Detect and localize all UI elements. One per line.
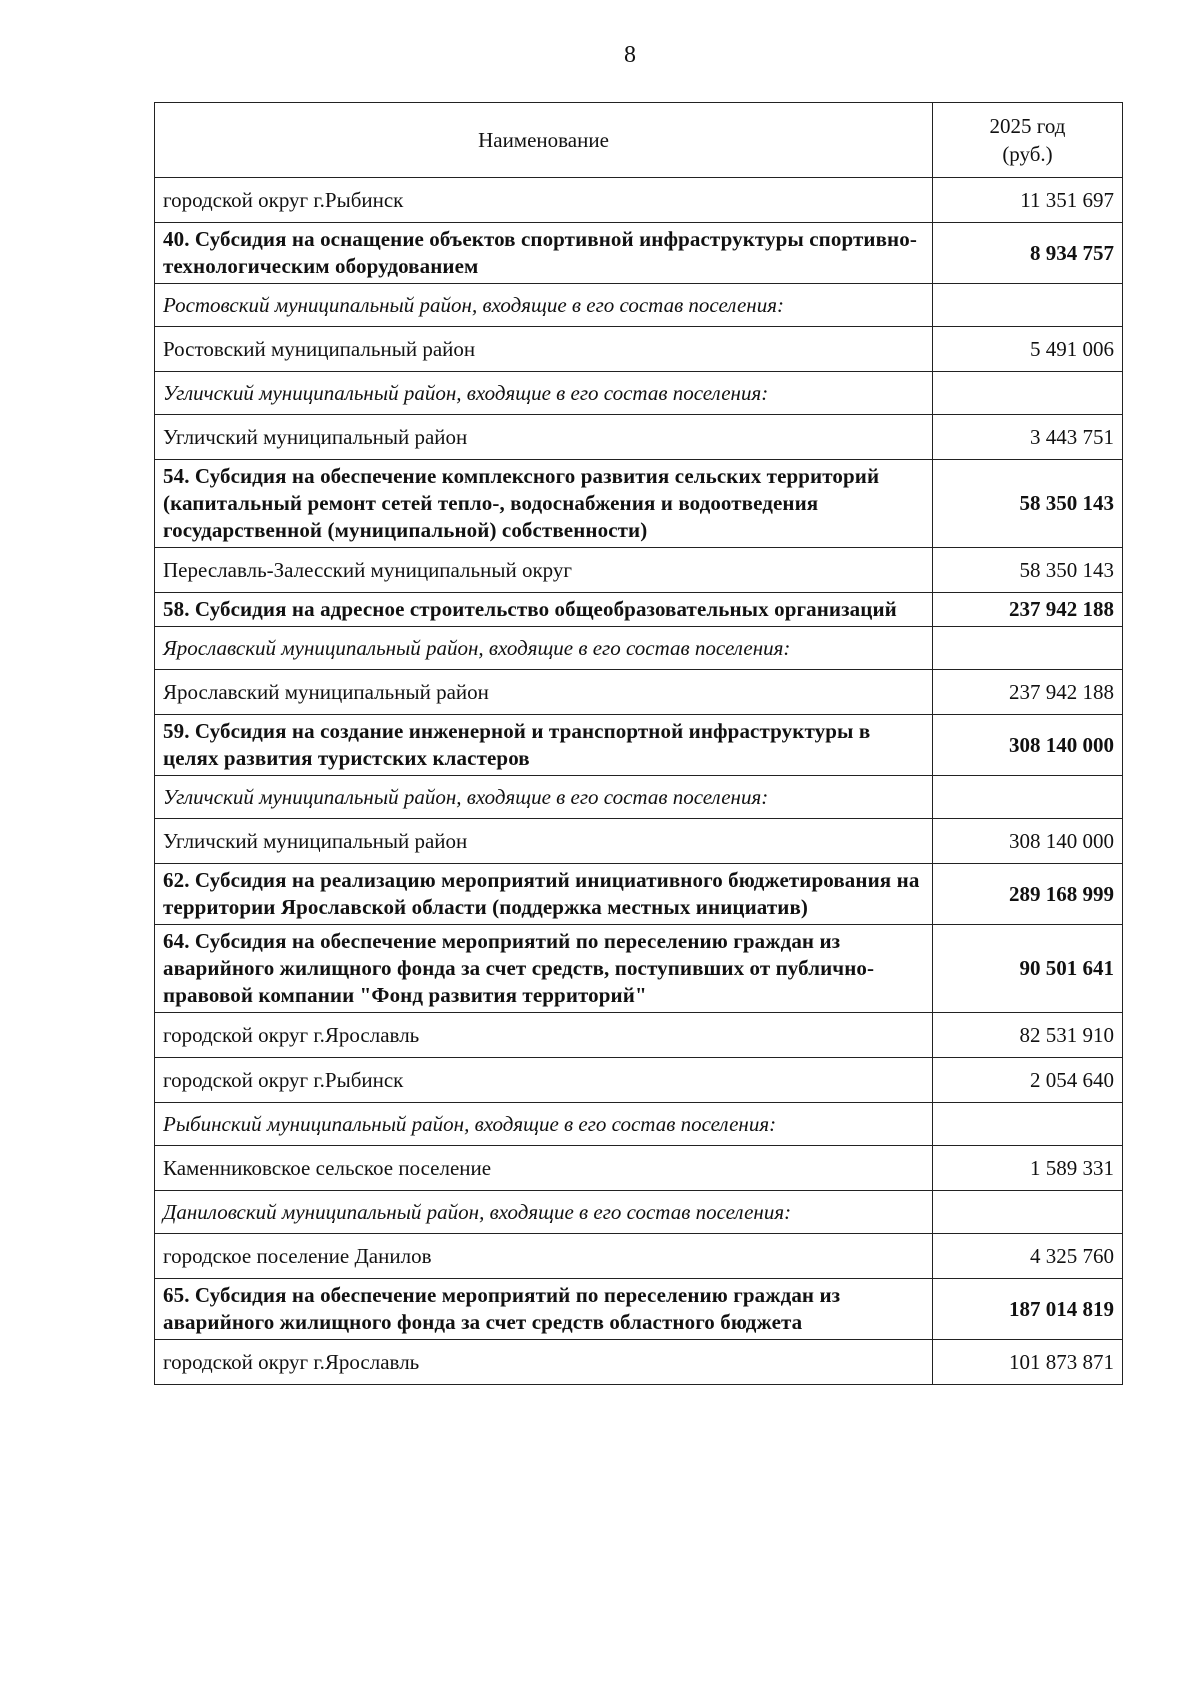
row-name-cell: 65. Субсидия на обеспечение мероприятий по переселению граждан из аварийного жилищного фонда за счет средств областного бюджета [155, 1279, 933, 1340]
row-amount-cell [933, 627, 1123, 670]
row-name-cell: 64. Субсидия на обеспечение мероприятий по переселению граждан из аварийного жилищного фонда за счет средств, поступивших от публично-правовой компании "Фонд развития территорий" [155, 925, 933, 1013]
row-amount-cell: 8 934 757 [933, 223, 1123, 284]
row-amount-cell [933, 372, 1123, 415]
subsidy-row [155, 593, 1123, 627]
table-body [155, 178, 1123, 1385]
row-name-cell: Ростовский муниципальный район [155, 327, 933, 372]
row-name-cell: Ростовский муниципальный район, входящие в его состав поселения: [155, 284, 933, 327]
row-amount-cell: 308 140 000 [933, 819, 1123, 864]
table-row [155, 819, 1123, 864]
subsidy-row [155, 223, 1123, 284]
row-amount-cell [933, 1191, 1123, 1234]
table-row [155, 1340, 1123, 1385]
subsidy-table [154, 102, 1123, 1385]
row-amount-cell: 58 350 143 [933, 460, 1123, 548]
subsidy-row [155, 460, 1123, 548]
row-amount-cell: 187 014 819 [933, 1279, 1123, 1340]
row-name-cell: городской округ г.Ярославль [155, 1340, 933, 1385]
row-name-cell: Ярославский муниципальный район [155, 670, 933, 715]
row-name-cell: 40. Субсидия на оснащение объектов спортивной инфраструктуры спортивно-технологическим оборудованием [155, 223, 933, 284]
row-amount-cell: 5 491 006 [933, 327, 1123, 372]
row-amount-cell: 3 443 751 [933, 415, 1123, 460]
row-name-cell: 59. Субсидия на создание инженерной и транспортной инфраструктуры в целях развития туристских кластеров [155, 715, 933, 776]
row-amount-cell: 1 589 331 [933, 1146, 1123, 1191]
row-name-cell: городской округ г.Ярославль [155, 1013, 933, 1058]
row-amount-cell: 11 351 697 [933, 178, 1123, 223]
row-name-cell: Рыбинский муниципальный район, входящие в его состав поселения: [155, 1103, 933, 1146]
row-name-cell: Каменниковское сельское поселение [155, 1146, 933, 1191]
row-name-cell: Даниловский муниципальный район, входящие в его состав поселения: [155, 1191, 933, 1234]
row-name-cell: Угличский муниципальный район [155, 415, 933, 460]
column-header-amount [933, 103, 1123, 178]
district-group-row [155, 627, 1123, 670]
subsidy-row [155, 1279, 1123, 1340]
row-name-cell: городской округ г.Рыбинск [155, 178, 933, 223]
district-group-row [155, 776, 1123, 819]
row-name-cell: Ярославский муниципальный район, входящие в его состав поселения: [155, 627, 933, 670]
row-name-cell: Угличский муниципальный район [155, 819, 933, 864]
table-row [155, 1058, 1123, 1103]
row-name-cell: 58. Субсидия на адресное строительство общеобразовательных организаций [155, 593, 933, 627]
row-amount-cell: 90 501 641 [933, 925, 1123, 1013]
row-amount-cell: 82 531 910 [933, 1013, 1123, 1058]
table-row [155, 415, 1123, 460]
row-amount-cell [933, 776, 1123, 819]
row-name-cell: городской округ г.Рыбинск [155, 1058, 933, 1103]
table-row [155, 670, 1123, 715]
district-group-row [155, 1103, 1123, 1146]
page-number: 8 [624, 42, 636, 68]
subsidy-row [155, 715, 1123, 776]
row-name-cell: Угличский муниципальный район, входящие в его состав поселения: [155, 372, 933, 415]
table-row [155, 178, 1123, 223]
district-group-row [155, 1191, 1123, 1234]
row-amount-cell: 101 873 871 [933, 1340, 1123, 1385]
row-amount-cell: 237 942 188 [933, 670, 1123, 715]
column-header-year: 2025 год [989, 114, 1066, 138]
row-name-cell: Переславль-Залесский муниципальный округ [155, 548, 933, 593]
subsidy-row [155, 864, 1123, 925]
district-group-row [155, 372, 1123, 415]
table-header-row [155, 103, 1123, 178]
district-group-row [155, 284, 1123, 327]
row-name-cell: 54. Субсидия на обеспечение комплексного развития сельских территорий (капитальный ремонт сетей тепло-, водоснабжения и водоотведения государственной (муниципальной) собственности) [155, 460, 933, 548]
row-amount-cell: 58 350 143 [933, 548, 1123, 593]
column-header-unit: (руб.) [1002, 142, 1053, 166]
table-row [155, 1146, 1123, 1191]
row-amount-cell: 4 325 760 [933, 1234, 1123, 1279]
row-name-cell: 62. Субсидия на реализацию мероприятий инициативного бюджетирования на территории Ярославской области (поддержка местных инициатив) [155, 864, 933, 925]
row-amount-cell: 2 054 640 [933, 1058, 1123, 1103]
row-name-cell: городское поселение Данилов [155, 1234, 933, 1279]
row-amount-cell: 237 942 188 [933, 593, 1123, 627]
row-amount-cell: 289 168 999 [933, 864, 1123, 925]
table-row [155, 548, 1123, 593]
row-amount-cell [933, 1103, 1123, 1146]
table-row [155, 1013, 1123, 1058]
row-amount-cell: 308 140 000 [933, 715, 1123, 776]
row-amount-cell [933, 284, 1123, 327]
subsidy-row [155, 925, 1123, 1013]
table-row [155, 1234, 1123, 1279]
column-header-name: Наименование [155, 103, 933, 178]
row-name-cell: Угличский муниципальный район, входящие в его состав поселения: [155, 776, 933, 819]
table-row [155, 327, 1123, 372]
